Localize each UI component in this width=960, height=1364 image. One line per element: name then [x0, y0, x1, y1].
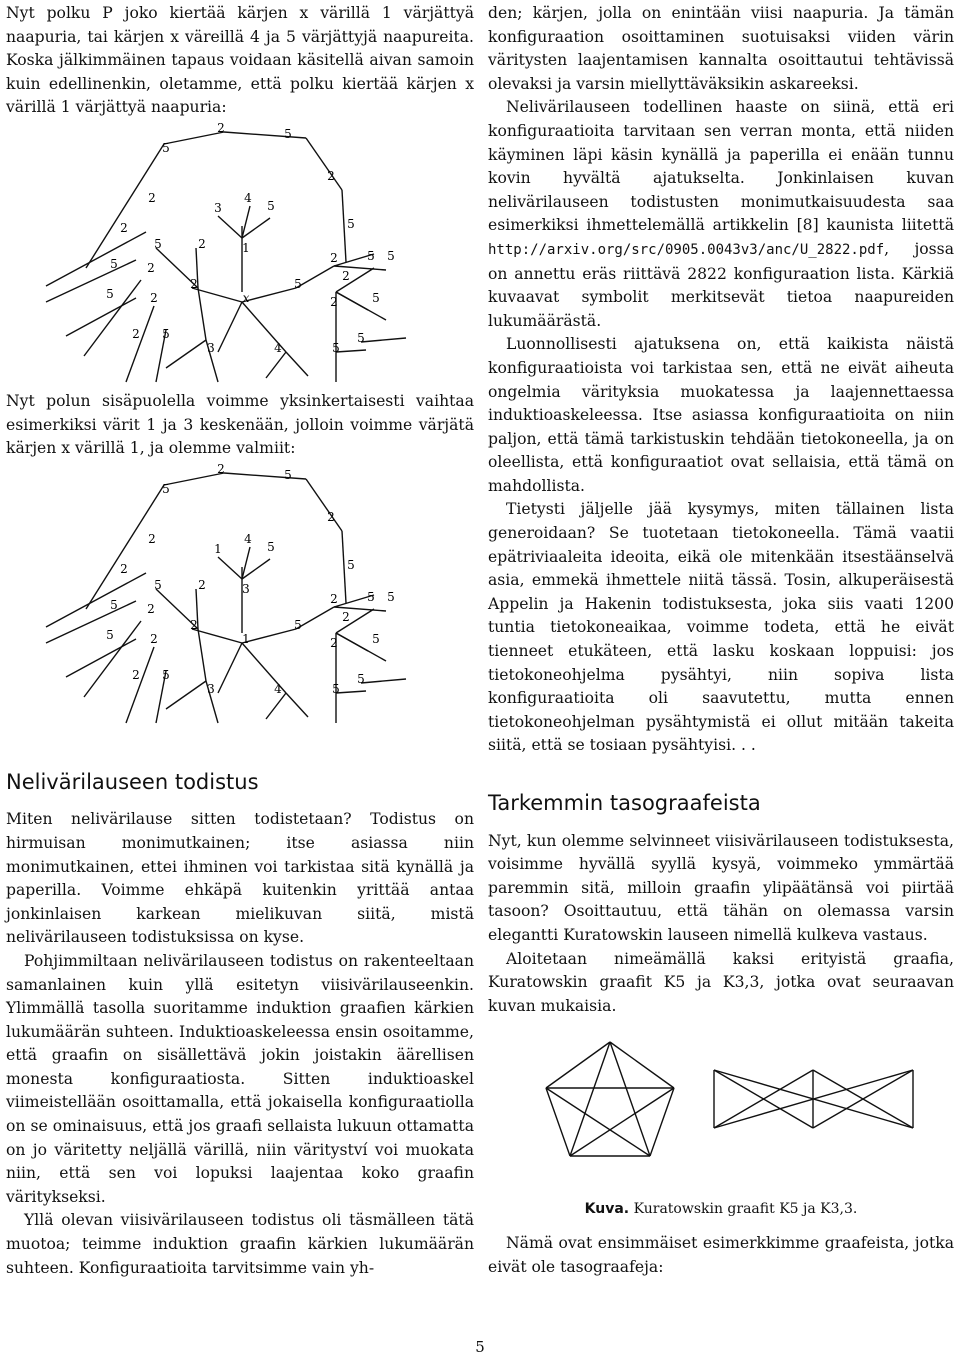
paragraph: Yllä olevan viisivärilauseen todistus oli täsmälleen tätä muotoa; teimme induktion graafin kärkien lukumäärän suhteen. Konfiguraatioita tarvitsimme vain yh- — [6, 1211, 474, 1277]
k33-graph — [714, 1070, 913, 1128]
graph-edge — [166, 340, 206, 368]
graph-edge — [198, 629, 206, 681]
graph2-vertex-label: 2 — [150, 631, 158, 646]
graph1-vertex-label: 5 — [372, 290, 380, 305]
graph-edge — [86, 485, 164, 609]
graph1-vertex-label: 2 — [190, 276, 198, 291]
caption-label: Kuva. — [584, 1201, 630, 1218]
graph1-vertex-label: 3 — [207, 340, 215, 355]
graph-edge — [266, 352, 286, 378]
graph-edge — [336, 691, 366, 693]
right-column — [488, 0, 954, 1279]
graph-edge — [166, 681, 206, 709]
paragraph: Nyt, kun olemme selvinneet viisivärilauseen todistuksesta, voisimme hyvällä syyllä kysyä, voimmeko ymmärtää paremmin sitä, milloin graafin ylipäätänsä voi piirtää tasoon? Osoittautuu, että tähän on olemassa varsin elegantti Kuratowskin lauseen nimellä kulkeva vastaus. — [488, 831, 954, 944]
graph-figure-before — [6, 120, 474, 390]
kuratowski-figure — [488, 1028, 954, 1168]
graph-edge — [46, 260, 136, 302]
paragraph-text: Nelivärilauseen todellinen haaste on siinä, että eri konfiguraatioita tarvitaan sen verran monta, että niiden käyminen läpi käsin kynällä ja paperilla ei enään tunnu kovin hyvältä ajatukselta. Jonkinlaisen kuvan nelivärilauseen todistusten monimutkaisuudesta saa esimerkiksi ihmettelemällä artikkelin [8] kaunista liitettä — [488, 98, 954, 235]
graph2-vertex-label: 2 — [147, 601, 155, 616]
page-number: 5 — [475, 1338, 485, 1356]
graph2-vertex-label: 2 — [330, 635, 338, 650]
paragraph-text: , jossa on annettu eräs riittävä 2822 konfiguraation lista. Kärkiä kuvaavat symbolit merkitsevät tietoa naapureiden lukumäärästä. — [488, 239, 954, 330]
graph-edge — [164, 473, 224, 485]
graph1-vertex-label: 2 — [342, 268, 350, 283]
graph-edge — [218, 216, 242, 238]
graph-edge — [342, 531, 346, 603]
graph-edge — [306, 138, 342, 190]
graph2-vertex-label: 4 — [244, 531, 252, 546]
graph2-vertex-label: 3 — [242, 581, 250, 596]
graph-edge — [218, 557, 242, 579]
graph2-vertex-label: 2 — [330, 591, 338, 606]
graph1-vertex-label: 5 — [347, 216, 355, 231]
graph2-vertex-label: 4 — [274, 681, 282, 696]
graph-edge — [126, 306, 154, 382]
paragraph — [488, 96, 954, 333]
graph-edge — [164, 132, 224, 144]
graph-edge — [342, 190, 346, 262]
graph2-vertex-label: 5 — [162, 667, 170, 682]
caption-text: Kuratowskin graafit K5 ja K3,3. — [633, 1201, 858, 1218]
graph-edge — [86, 144, 164, 268]
paragraph: Miten nelivärilause sitten todistetaan? Todistus on hirmuisan monimutkainen; itse asiassa niin monimutkainen, ettei ihminen voi tarkistaa sitä kynällä ja paperilla. Voimme ehkäpä kuitenkin yrittää antaa jonkinlaisen karkean mielikuvan siitä, mistä nelivärilauseen todistuksissa on kyse. — [6, 810, 474, 947]
graph1-vertex-label: 5 — [267, 198, 275, 213]
paragraph: Aloitetaan nimeämällä kaksi erityistä graafia, Kuratowskin graafit K5 ja K3,3, jotka ovat seuraavan kuvan mukaisia. — [488, 949, 954, 1015]
graph2-vertex-label: 5 — [110, 597, 118, 612]
graph2-vertex-label: 5 — [332, 681, 340, 696]
graph1-vertex-label: x — [242, 290, 250, 305]
graph1-vertex-label: 3 — [214, 200, 222, 215]
paragraph: Luonnollisesti ajatuksena on, että kaikista näistä konfiguraatioista voi tarkistaa sen, että ne eivät aiheuta ongelmia värityksia muokatessa ja laajennettaessa induktioaskeleessa. Itse asiassa konfiguraatioita on niin paljon, että tämä tarkistuskin tehdään tietokoneella, ja on oleellista, että konfiguraatiot ovat sellaisia, että tämä on mahdollista. — [488, 335, 954, 495]
graph2-vertex-label: 1 — [242, 631, 250, 646]
graph2-vertex-label: 5 — [294, 617, 302, 632]
graph-edge — [361, 679, 406, 683]
graph-edge — [361, 338, 406, 342]
graph1-vertex-label: 2 — [132, 326, 140, 341]
graph-edge — [218, 302, 242, 352]
graph1-vertex-label: 2 — [330, 294, 338, 309]
graph1-vertex-label: 5 — [332, 340, 340, 355]
graph2-vertex-label: 5 — [347, 557, 355, 572]
graph-edge — [198, 288, 206, 340]
graph1-vertex-label: 2 — [330, 250, 338, 265]
graph1-vertex-label: 2 — [150, 290, 158, 305]
graph2-vertex-label: 2 — [190, 617, 198, 632]
graph2-vertex-label: 2 — [342, 609, 350, 624]
graph2-vertex-label: 5 — [357, 671, 365, 686]
graph-edge — [66, 298, 136, 336]
url-link[interactable]: http://arxiv.org/src/0905.0043v3/anc/U_2822.pdf — [488, 241, 885, 258]
graph2-vertex-label: 1 — [214, 541, 222, 556]
graph2-vertex-label: 2 — [327, 509, 335, 524]
paragraph: Pohjimmiltaan nelivärilauseen todistus on rakenteeltaan samanlainen kuin yllä esitetyn viisivärilauseenkin. Ylimmällä tasolla suoritamme induktion graafien kärkien lukumäärän suhteen. Induktioaskeleessa ensin osoitamme, että graafin on sisällettävä jokin joistakin äärellisen monesta konfiguraatiosta. Sitten induktioaskel viimeistellään osoittamalla, että jokaisella konfiguraatiolla on se ominaisuus, että jos graafi sellaista lukuun ottamatta on jo väritetty neljällä värillä, niin värityství voi muokata niin, että sen voi lopuksi laajentaa koko graafin väritykseksi. — [6, 951, 474, 1206]
graph-edge — [242, 288, 296, 302]
graph1-vertex-label: 2 — [327, 168, 335, 183]
section-heading: Nelivärilauseen todistus — [6, 769, 259, 794]
graph1-vertex-label: 4 — [274, 340, 282, 355]
graph2-vertex-label: 5 — [162, 481, 170, 496]
graph1-vertex-label: 4 — [244, 190, 252, 205]
graph1-vertex-label: 5 — [110, 256, 118, 271]
k5-graph — [546, 1042, 674, 1156]
graph1-vertex-label: 2 — [147, 260, 155, 275]
graph-edge — [336, 350, 366, 352]
graph1-vertex-label: 5 — [367, 248, 375, 263]
graph2-vertex-label: 2 — [198, 577, 206, 592]
graph2-vertex-label: 5 — [154, 577, 162, 592]
graph2-vertex-label: 3 — [207, 681, 215, 696]
graph1-vertex-label: 5 — [162, 326, 170, 341]
graph1-vertex-label: 5 — [162, 140, 170, 155]
graph-edge — [224, 473, 306, 479]
graph1-vertex-label: 5 — [284, 126, 292, 141]
graph1-vertex-label: 1 — [242, 240, 250, 255]
graph1-vertex-label: 5 — [106, 286, 114, 301]
graph2-vertex-label: 2 — [120, 561, 128, 576]
graph1-vertex-label: 5 — [294, 276, 302, 291]
graph-edge — [126, 647, 154, 723]
graph2-vertex-label: 5 — [284, 467, 292, 482]
graph-edge — [224, 132, 306, 138]
graph1-vertex-label: 2 — [198, 236, 206, 251]
graph1-vertex-label: 2 — [217, 120, 225, 135]
graph2-vertex-label: 5 — [106, 627, 114, 642]
graph2-vertex-label: 2 — [132, 667, 140, 682]
paragraph: Nämä ovat ensimmäiset esimerkkimme graafeista, jotka eivät ole tasograafeja: — [488, 1233, 954, 1276]
graph-figure-after — [6, 461, 474, 731]
graph1-vertex-label: 5 — [154, 236, 162, 251]
graph2-vertex-label: 2 — [148, 531, 156, 546]
section-heading: Tarkemmin tasograafeista — [488, 791, 761, 815]
paragraph: Nyt polun sisäpuolella voimme yksinkertaisesti vaihtaa esimerkiksi värit 1 ja 3 keskenään, jolloin voimme värjätä kärjen x värillä 1, ja olemme valmiit: — [6, 391, 474, 458]
graph-edge — [306, 479, 342, 531]
graph-edge — [286, 352, 308, 376]
graph-edge — [46, 601, 136, 643]
graph1-vertex-label: 5 — [357, 330, 365, 345]
left-column — [6, 0, 474, 1280]
graph1-vertex-label: 2 — [148, 190, 156, 205]
graph-edge — [242, 629, 296, 643]
graph-edge — [266, 693, 286, 719]
figure-caption — [488, 1198, 954, 1222]
graph2-vertex-label: 5 — [387, 589, 395, 604]
graph2-vertex-label: 5 — [267, 539, 275, 554]
graph2-vertex-label: 5 — [367, 589, 375, 604]
graph-edge — [66, 639, 136, 677]
graph2-vertex-label: 5 — [372, 631, 380, 646]
graph-edge — [286, 693, 308, 717]
graph2-vertex-label: 2 — [217, 461, 225, 476]
graph1-vertex-label: 2 — [120, 220, 128, 235]
paragraph: den; kärjen, jolla on enintään viisi naapuria. Ja tämän konfiguraation osoittaminen suotuisaksi viiden värin väritysten laajentamisen kannalta osoittautui tehtävissä olevaksi ja varsin miellyttäväksikin askareeksi. — [488, 4, 954, 93]
graph1-vertex-label: 5 — [387, 248, 395, 263]
paragraph: Nyt polku P joko kiertää kärjen x värillä 1 värjättyä naapuria, tai kärjen x väreillä 4 ja 5 värjättyjä naapureita. Koska jälkimmäinen tapaus voidaan käsitellä aivan samoin kuin edellinenkin, oletamme, että polku kiertää kärjen x värillä 1 värjättyä naapuria: — [6, 4, 474, 117]
paragraph: Tietysti jäljelle jää kysymys, miten tällainen lista generoidaan? Se tuotetaan tietokoneella. Tämä vaatii epätriviaaleita ideoita, eikä ole mitenkään itsestäänselvä asia, emmekä ihmettele niitä tässä. Tosin, alkuperäisestä Appelin ja Hakenin todistuksesta, joka siis vaati 1200 tuntia tietokoneaikaa, voimme todeta, että he eivät tienneet etukäteen, että lasku koskaan loppuisi: jos tietokoneohjelma pysähtyi, niin sopiva lista konfiguraatioita oli saavutettu, mutta ennen tietokoneohjelman pysähtymistä ei ollut mitään takeita siitä, että se tosiaan pysähtyisi. . . — [488, 500, 954, 755]
graph-edge — [218, 643, 242, 693]
